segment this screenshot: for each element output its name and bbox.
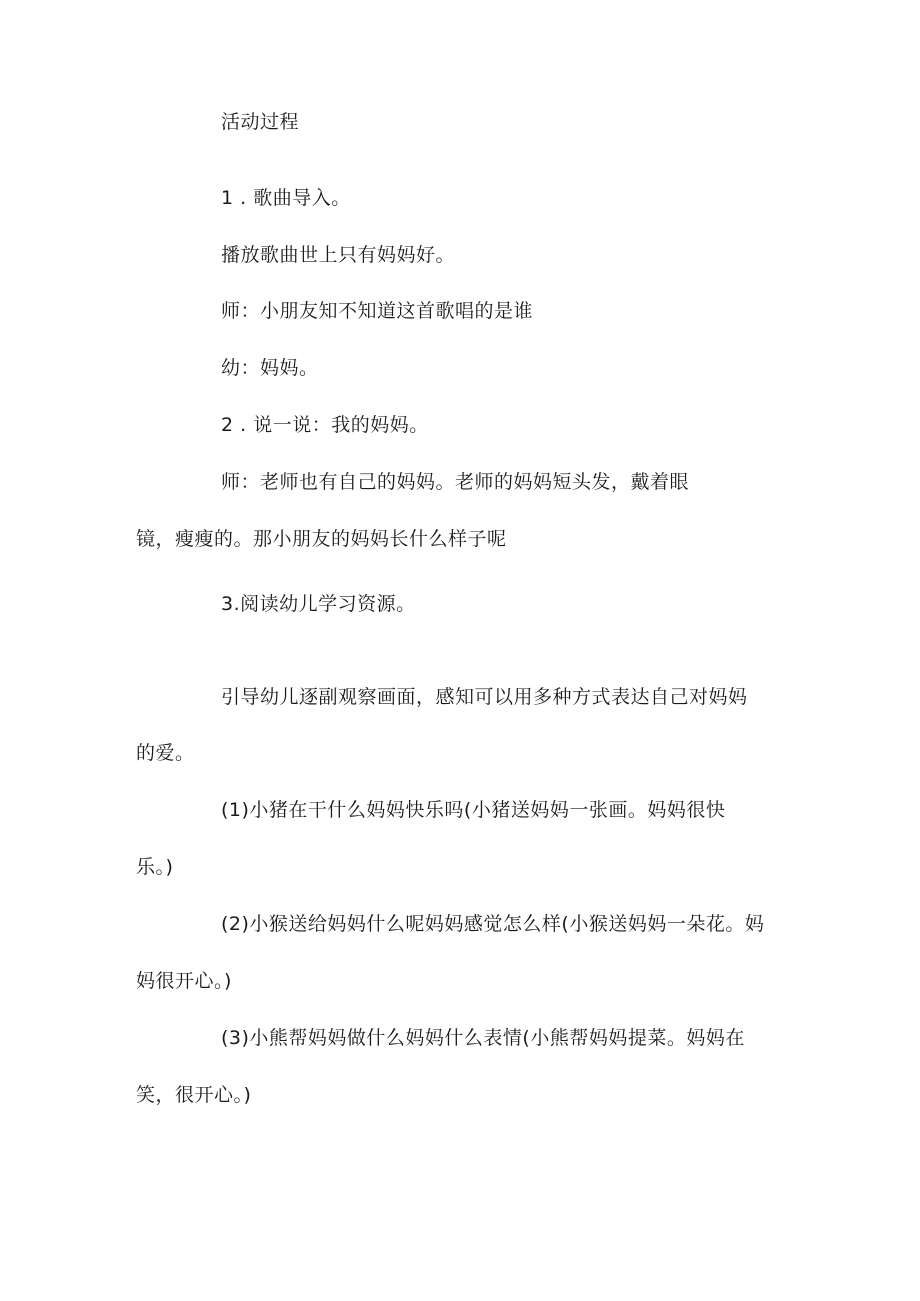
step-3-title: 3.阅读幼儿学习资源。 — [221, 593, 416, 615]
list-item-line: (2)小猴送给妈妈什么呢妈妈感觉怎么样(小猴送妈妈一朵花。妈 — [221, 913, 765, 935]
paragraph-line: 师：小朋友知不知道这首歌唱的是谁 — [221, 300, 534, 322]
list-item-line: (3)小熊帮妈妈做什么妈妈什么表情(小熊帮妈妈提菜。妈妈在 — [221, 1027, 745, 1049]
paragraph-line: 的爱。 — [136, 742, 195, 764]
list-item-line: (1)小猪在干什么妈妈快乐吗(小猪送妈妈一张画。妈妈很快 — [221, 799, 726, 821]
list-item-line: 笑，很开心。) — [136, 1084, 252, 1106]
paragraph-line: 幼：妈妈。 — [221, 357, 319, 379]
section-heading: 活动过程 — [221, 111, 300, 133]
paragraph-line: 师：老师也有自己的妈妈。老师的妈妈短头发，戴着眼 — [221, 471, 690, 493]
list-item-line: 乐。) — [136, 856, 174, 878]
paragraph-line: 镜，瘦瘦的。那小朋友的妈妈长什么样子呢 — [136, 528, 507, 550]
step-2-title: 2 . 说一说：我的妈妈。 — [221, 414, 429, 436]
step-1-title: 1 . 歌曲导入。 — [221, 187, 351, 209]
paragraph-line: 引导幼儿逐副观察画面，感知可以用多种方式表达自己对妈妈 — [221, 686, 748, 708]
list-item-line: 妈很开心。) — [136, 970, 232, 992]
paragraph-line: 播放歌曲世上只有妈妈好。 — [221, 244, 456, 266]
